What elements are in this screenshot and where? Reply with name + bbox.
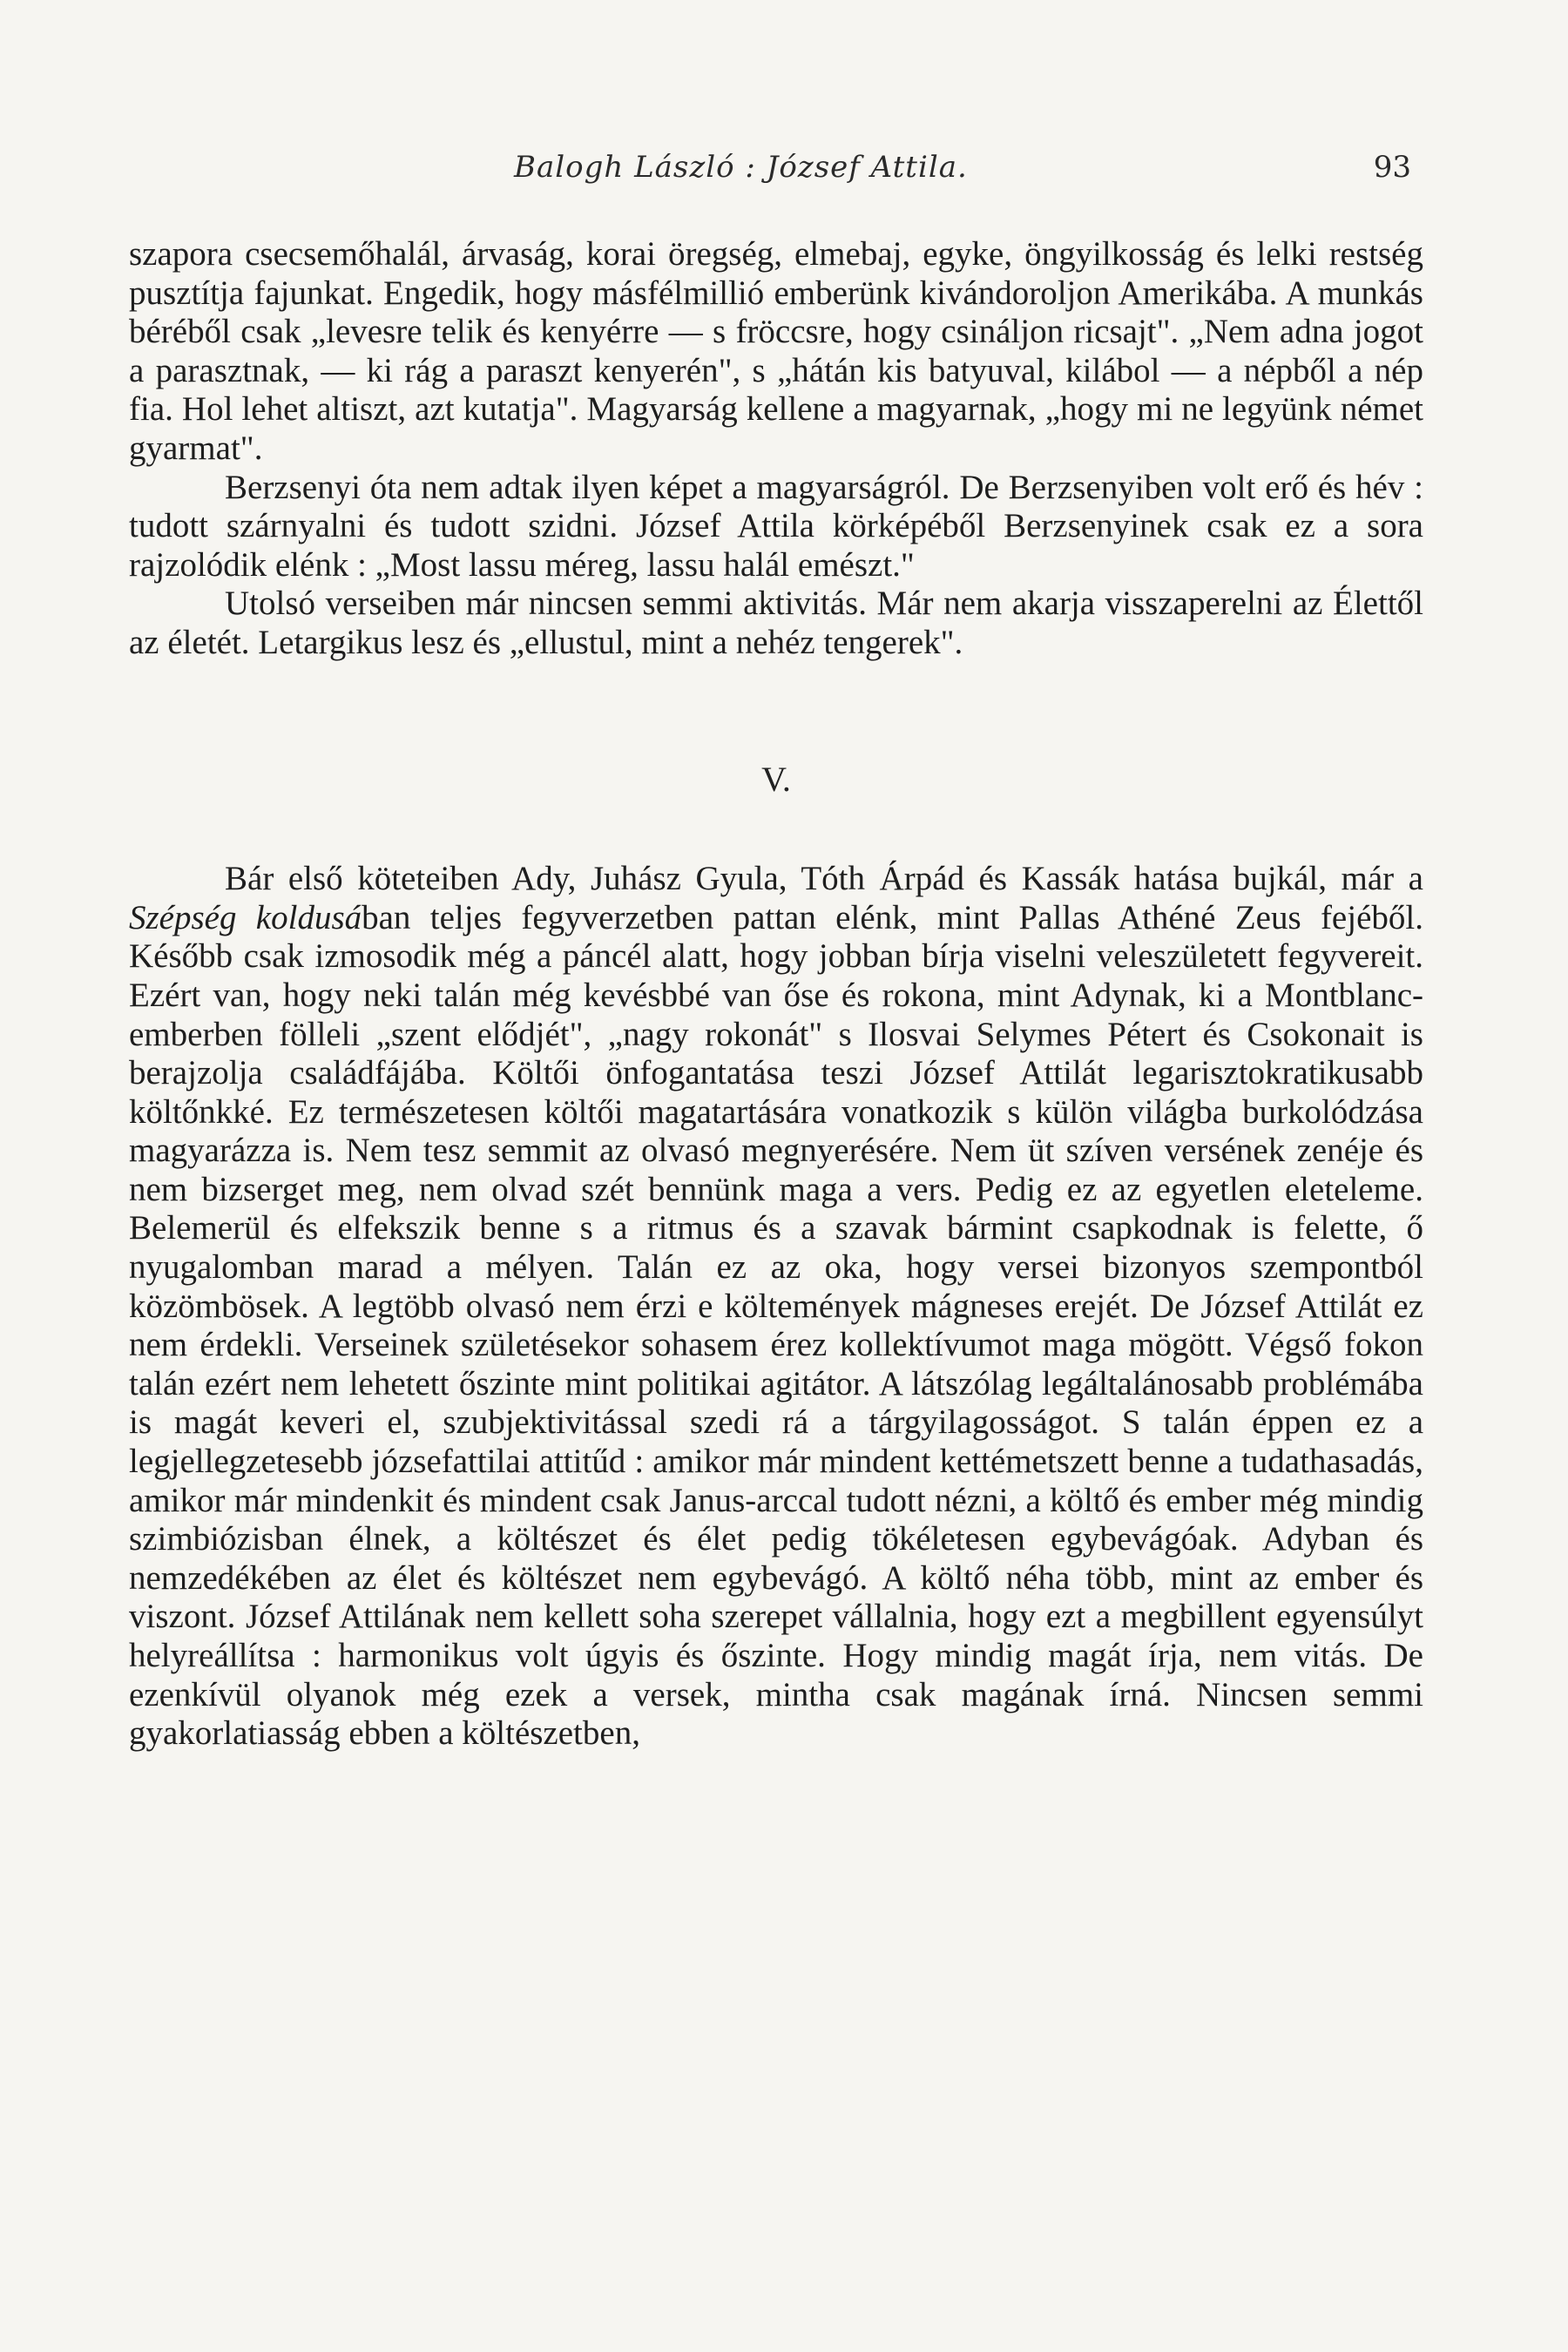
- italic-title: Szépség koldusá: [129, 898, 362, 936]
- paragraph-2: Berzsenyi óta nem adtak ilyen képet a magyarságról. De Berzsenyiben volt erő és hév : tudott szárnyalni és tudott szidni. József Attila körképéből Berzsenyinek csak ez a sora rajzolódik elénk : „Most lassu méreg, lassu halál emészt.": [129, 468, 1423, 584]
- page-header: [514, 150, 1411, 193]
- paragraph-1: szapora csecsemőhalál, árvaság, korai öregség, elmebaj, egyke, öngyilkosság és lelki restség pusztítja fajunkat. Engedik, hogy másfélmillió emberünk kivándoroljon Amerikába. A munkás béréből csak „levesre telik és kenyérre — s fröccsre, hogy csináljon ricsajt". „Nem adna jogot a parasztnak, — ki rág a paraszt kenyerén", s „hátán kis batyuval, kilábol — a népből a nép fia. Hol lehet altiszt, azt kutatja". Magyarság kellene a magyarnak, „hogy mi ne legyünk német gyarmat".: [129, 235, 1423, 467]
- paragraph-4: [129, 860, 1423, 1754]
- paragraph-4-rest: ban teljes fegyverzetben pattan elénk, mint Pallas Athéné Zeus fejéből. Később csak izmosodik még a páncél alatt, hogy jobban bírja viselni veleszületett fegyvereit. Ezért van, hogy neki talán még kevésbbé van őse és rokona, mint Adynak, ki a Montblanc-emberben fölleli „szent elődjét", „nagy rokonát" s Ilosvai Selymes Pétert és Csokonait is berajzolja családfájába. Költői önfogantatása teszi József Attilát legarisztokratikusabb költőnkké. Ez természetesen költői magatartására vonatkozik s külön világba burkolódzása magyarázza is. Nem tesz semmit az olvasó megnyerésére. Nem üt szíven versének zenéje és nem bizserget meg, nem olvad szét bennünk maga a vers. Pedig ez az egyetlen eleteleme. Belemerül és elfekszik benne s a ritmus és a szavak bármint csapkodnak is felette, ő nyugalomban marad a mélyen. Talán ez az oka, hogy versei bizonyos szempontból közömbösek. A legtöbb olvasó nem érzi e költemények mágneses erejét. De József Attilát ez nem érdekli. Verseinek születésekor sohasem érez kollektívumot maga mögött. Végső fokon talán ezért nem lehetett őszinte mint politikai agitátor. A látszólag legáltalánosabb problémába is magát keveri el, szubjektivitással szedi rá a tárgyilagosságot. S talán éppen ez a legjellegzetesebb józsefattilai attitűd : amikor már mindent kettémetszett benne a tudathasadás, amikor már mindenkit és mindent csak Janus-arccal tudott nézni, a költő és ember még mindig szimbiózisban élnek, a költészet és élet pedig tökéletesen egybevágóak. Adyban és nemzedékében az élet és költészet nem egybevágó. A költő néha több, mint az ember és viszont. József Attilának nem kellett soha szerepet vállalnia, hogy ezt a megbillent egyensúlyt helyreállítsa : harmonikus volt úgyis és őszinte. Hogy mindig magát írja, nem vitás. De ezenkívül olyanok még ezek a versek, mintha csak magának írná. Nincsen semmi gyakorlatiasság ebben a költészetben,: [129, 898, 1423, 1753]
- paragraph-4-start: Bár első köteteiben Ady, Juhász Gyula, Tóth Árpád és Kassák hatása bujkál, már a: [225, 860, 1423, 898]
- running-head: Balogh László : József Attila.: [514, 150, 968, 185]
- paragraph-3: Utolsó verseiben már nincsen semmi aktivitás. Már nem akarja visszaperelni az Élettől az életét. Letargikus lesz és „ellustul, mint a nehéz tengerek".: [129, 585, 1423, 661]
- section-heading: V.: [761, 759, 791, 799]
- body-text: [129, 235, 1423, 1754]
- page-number: 93: [1373, 150, 1411, 185]
